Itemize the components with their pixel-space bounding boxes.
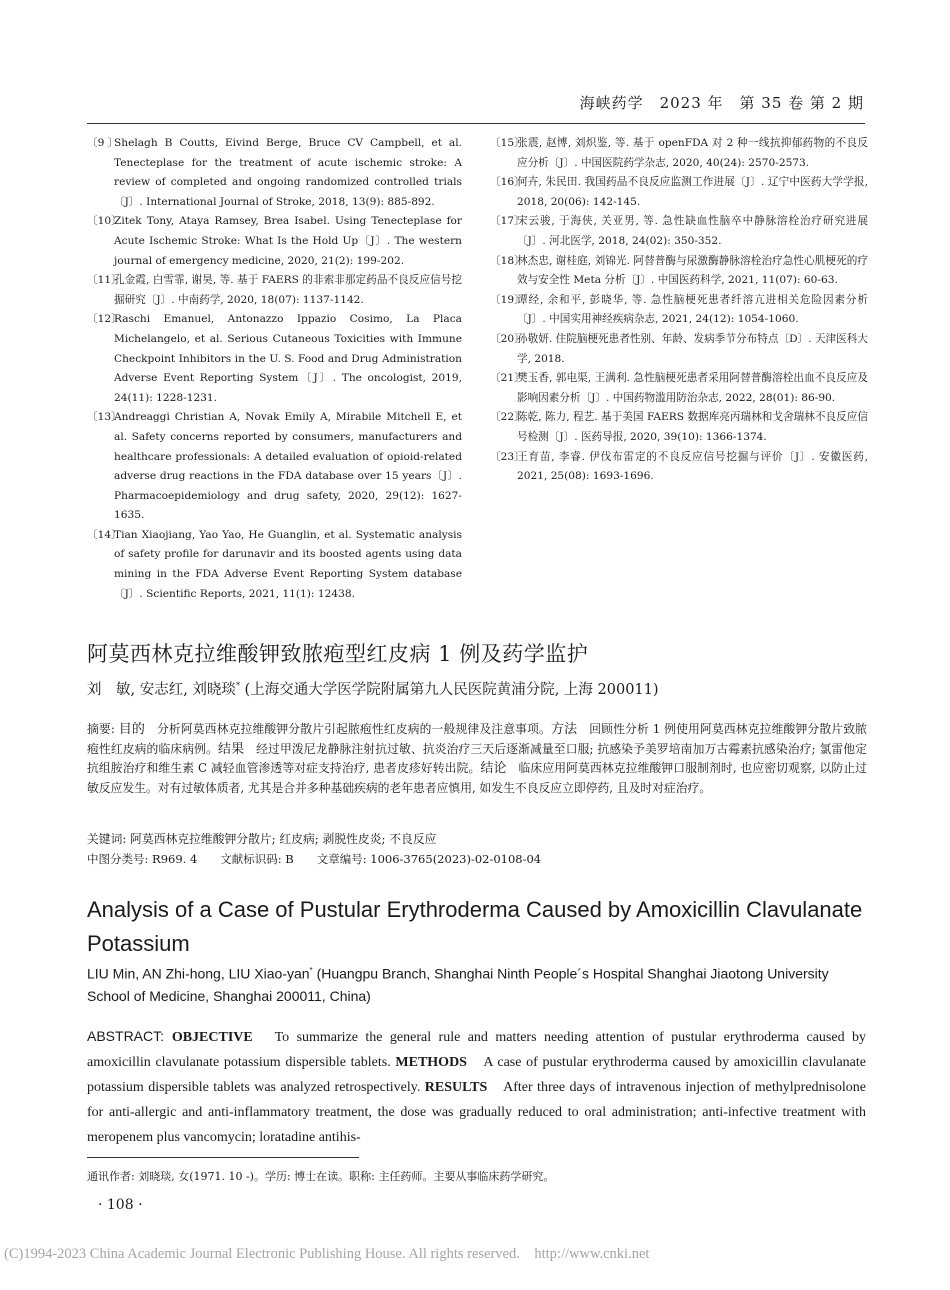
results-text-cn: 经过甲泼尼龙静脉注射抗过敏、抗炎治疗三天后逐渐减量至口服; 抗感染予美罗培南加万古霉素抗感染治疗; 氯雷他定抗组胺治疗和维生素 C 减轻血管渗透等对症支持治疗, 患者皮疹好转出院。 bbox=[87, 741, 867, 775]
reference-number: 〔15〕 bbox=[490, 137, 525, 149]
reference-item bbox=[87, 526, 462, 604]
article-title-en: Analysis of a Case of Pustular Erythroderma Caused by Amoxicillin Clavulanate Potassium bbox=[87, 897, 863, 956]
author-names-cn: 刘 敏, 安志红, 刘晓琰 bbox=[87, 682, 236, 698]
abstract-label-en: ABSTRACT: bbox=[87, 1028, 172, 1044]
reference-text: Zitek Tony, Ataya Ramsey, Brea Isabel. Using Tenecteplase for Acute Ischemic Stroke: What Is the Hold Up〔J〕. The western journal of emergency medicine, 2020, 21(2): 199-202. bbox=[114, 215, 462, 267]
reference-number: 〔18〕 bbox=[490, 254, 525, 267]
conclusion-head-cn: 结论 bbox=[480, 761, 507, 776]
reference-item bbox=[490, 408, 868, 447]
affiliation-cn: (上海交通大学医学院附属第九人民医院黄浦分院, 上海 200011) bbox=[244, 682, 659, 698]
reference-text: 宋云骏, 于海侠, 关亚男, 等. 急性缺血性脑卒中静脉溶栓治疗研究进展〔J〕. 河北医学, 2018, 24(02): 350-352. bbox=[517, 215, 868, 247]
corresponding-author-footnote: 通讯作者: 刘晓琰, 女(1971. 10 -)。学历: 博士在读。职称: 主任药师。主要从事临床药学研究。 bbox=[87, 1170, 555, 1183]
reference-number: 〔21〕 bbox=[490, 372, 525, 385]
keywords-cn: 关键词: 阿莫西林克拉维酸钾分散片; 红皮病; 剥脱性皮炎; 不良反应 bbox=[87, 832, 437, 846]
reference-number: 〔16〕 bbox=[490, 176, 525, 189]
methods-head-cn: 方法 bbox=[550, 722, 578, 737]
reference-text: 何卉, 朱民田. 我国药品不良反应监测工作进展〔J〕. 辽宁中医药大学学报, 2018, 20(06): 142-145. bbox=[517, 176, 868, 208]
copyright-watermark: (C)1994-2023 China Academic Journal Electronic Publishing House. All rights reserved. http://www.cnki.net bbox=[4, 1246, 650, 1262]
reference-text: 樊玉香, 郭电渠, 王满利. 急性脑梗死患者采用阿替普酶溶栓出血不良反应及影响因素分析〔J〕. 中国药物滥用防治杂志, 2022, 28(01): 86-90. bbox=[517, 372, 868, 404]
reference-number: 〔13〕 bbox=[87, 411, 122, 424]
reference-text: 张震, 赵博, 刘炽鉴, 等. 基于 openFDA 对 2 种一线抗抑郁药物的不良反应分析〔J〕. 中国医院药学杂志, 2020, 40(24): 2570-2573. bbox=[517, 137, 868, 169]
abstract-cn bbox=[87, 720, 867, 798]
reference-item bbox=[87, 134, 462, 212]
reference-number: 〔9 〕 bbox=[87, 137, 119, 149]
journal-header: 海峡药学 2023 年 第 35 卷 第 2 期 bbox=[579, 94, 864, 112]
methods-text-cn: 回顾性分析 1 例使用阿莫西林克拉维酸钾分散片致脓疱性红皮病的临床病例。 bbox=[87, 722, 867, 756]
reference-item bbox=[87, 271, 462, 310]
corresponding-mark-cn: * bbox=[235, 681, 240, 691]
reference-number: 〔22〕 bbox=[490, 411, 525, 424]
reference-item bbox=[490, 173, 868, 212]
reference-text: Andreaggi Christian A, Novak Emily A, Mirabile Mitchell E, et al. Safety concerns reported by consumers, manufacturers and healthcare professionals: A detailed evaluation of opioid-related adverse drug reactions in the FDA database over 15 years〔J〕. Pharmacoepidemiology and drug safety, 2020, 29(12): 1627-1635. bbox=[114, 411, 462, 522]
reference-text: 王育苗, 李睿. 伊伐布雷定的不良反应信号挖掘与评价〔J〕. 安徽医药, 2021, 25(08): 1693-1696. bbox=[517, 450, 868, 483]
abstract-en bbox=[87, 1024, 866, 1150]
methods-text-en: A case of pustular erythroderma caused by amoxicillin clavulanate potassium dispersible tablets was analyzed retrospectively. bbox=[87, 1055, 867, 1095]
reference-number: 〔17〕 bbox=[490, 215, 525, 228]
reference-item bbox=[490, 291, 868, 330]
corresponding-mark-en: * bbox=[309, 966, 313, 975]
reference-text: Raschi Emanuel, Antonazzo Ippazio Cosimo, La Placa Michelangelo, et al. Serious Cutaneous Toxicities with Immune Checkpoint Inhibitors in the U. S. Food and Drug Administration Adverse Event Reporting System〔J〕. The oncologist, 2019, 24(11): 1228-1231. bbox=[114, 313, 462, 404]
objective-head-cn: 目的 bbox=[118, 722, 146, 737]
conclusion-text-cn: 临床应用阿莫西林克拉维酸钾口服制剂时, 也应密切观察, 以防止过敏反应发生。对有过敏体质者, 尤其是合并多种基础疾病的老年患者应慎用, 如发生不良反应立即停药, 且及时对症治疗。 bbox=[87, 761, 867, 795]
reference-item bbox=[490, 252, 868, 291]
author-names-en: LIU Min, AN Zhi-hong, LIU Xiao-yan bbox=[87, 965, 310, 982]
affiliation-en: (Huangpu Branch, Shanghai Ninth People´s Hospital Shanghai Jiaotong University School of Medicine, Shanghai 200011, China) bbox=[87, 965, 829, 1004]
reference-text: Shelagh B Coutts, Eivind Berge, Bruce CV Campbell, et al. Tenecteplase for the treatment of acute ischemic stroke: A review of completed and ongoing randomized controlled trials〔J〕. International Journal of Stroke, 2018, 13(9): 885-892. bbox=[114, 137, 462, 208]
reference-item bbox=[490, 330, 868, 369]
reference-item bbox=[490, 134, 868, 173]
reference-text: 孔金霞, 白雪霏, 谢昊, 等. 基于 FAERS 的非索非那定药品不良反应信号挖掘研究〔J〕. 中南药学, 2020, 18(07): 1137-1142. bbox=[114, 274, 462, 306]
reference-number: 〔14〕 bbox=[87, 528, 122, 541]
reference-number: 〔19〕 bbox=[490, 293, 525, 306]
reference-text: 谭经, 余和平, 彭晓华, 等. 急性脑梗死患者纤溶亢进相关危险因素分析〔J〕. 中国实用神经疾病杂志, 2021, 24(12): 1054-1060. bbox=[517, 293, 868, 326]
objective-text-cn: 分析阿莫西林克拉维酸钾分散片引起脓疱性红皮病的一般规律及注意事项。 bbox=[145, 722, 551, 736]
reference-item bbox=[490, 448, 868, 487]
reference-item bbox=[490, 212, 868, 251]
objective-head-en: OBJECTIVE bbox=[171, 1030, 253, 1045]
reference-number: 〔10〕 bbox=[87, 215, 122, 228]
reference-text: 林杰忠, 谢桂庭, 刘锦光. 阿替普酶与尿激酶静脉溶栓治疗急性心肌梗死的疗效与安全性 Meta 分析〔J〕. 中国医药科学, 2021, 11(07): 60-63. bbox=[517, 254, 868, 287]
reference-number: 〔12〕 bbox=[87, 313, 122, 326]
reference-item bbox=[87, 310, 462, 408]
results-head-en: RESULTS bbox=[424, 1080, 488, 1095]
reference-item bbox=[87, 212, 462, 271]
reference-number: 〔20〕 bbox=[490, 332, 525, 345]
reference-text: 孙敬妍. 住院脑梗死患者性别、年龄、发病季节分布特点〔D〕. 天津医科大学, 2018. bbox=[517, 332, 868, 365]
results-head-cn: 结果 bbox=[217, 741, 245, 757]
methods-head-en: METHODS bbox=[395, 1055, 467, 1070]
reference-text: Tian Xiaojiang, Yao Yao, He Guanglin, et al. Systematic analysis of safety profile for darunavir and its boosted agents using data mining in the FDA Adverse Event Reporting System database〔J〕. Scientific Reports, 2021, 11(1): 12438. bbox=[114, 528, 462, 600]
article-title-cn: 阿莫西林克拉维酸钾致脓疱型红皮病 1 例及药学监护 bbox=[87, 642, 589, 666]
results-text-en: After three days of intravenous injection of methylprednisolone for anti-allergic and anti-inflammatory treatment, the dose was gradually reduced to oral administration; anti-infective treatment with meropenem plus vancomycin; loratadine antihis- bbox=[87, 1080, 866, 1145]
reference-number: 〔11〕 bbox=[87, 274, 122, 287]
header-rule bbox=[87, 123, 865, 124]
reference-item bbox=[490, 369, 868, 408]
reference-number: 〔23〕 bbox=[490, 450, 525, 463]
page-number: · 108 · bbox=[98, 1197, 143, 1213]
reference-item bbox=[87, 408, 462, 526]
references-right-column bbox=[490, 134, 868, 487]
abstract-label-cn: 摘要: bbox=[87, 722, 119, 736]
objective-text-en: To summarize the general rule and matters needing attention of pustular erythroderma caused by amoxicillin clavulanate potassium dispersible tablets. bbox=[87, 1030, 867, 1070]
references-left-column bbox=[87, 134, 462, 604]
reference-text: 陈乾, 陈力, 程艺. 基于美国 FAERS 数据库亮丙瑞林和戈舍瑞林不良反应信号检测〔J〕. 医药导报, 2020, 39(10): 1366-1374. bbox=[517, 411, 868, 443]
authors-en bbox=[87, 960, 867, 1007]
classification-info: 中图分类号: R969. 4 文献标识码: B 文章编号: 1006-3765(2023)-02-0108-04 bbox=[87, 852, 542, 866]
footnote-rule bbox=[87, 1157, 359, 1158]
authors-cn bbox=[87, 678, 659, 699]
